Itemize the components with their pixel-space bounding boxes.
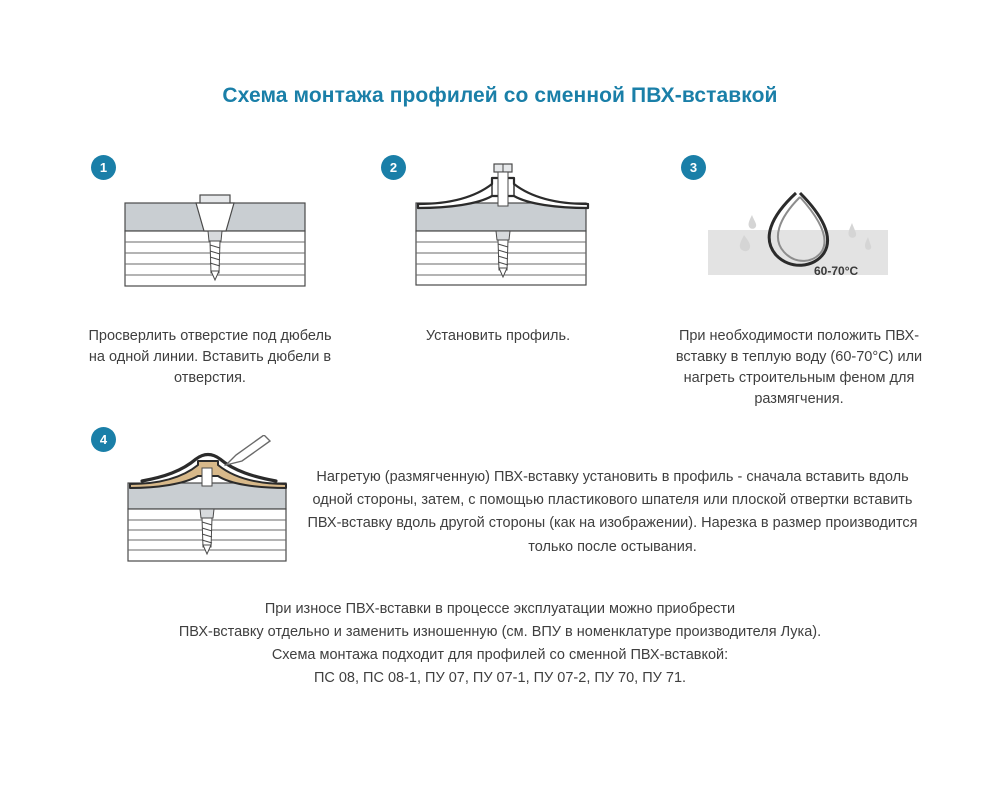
footer-line-3: Схема монтажа подходит для профилей со сменной ПВХ-вставкой: — [271, 647, 729, 663]
step-4-illustration — [118, 435, 308, 575]
footer-line-4: ПС 08, ПС 08-1, ПУ 07, ПУ 07-1, ПУ 07-2, ПУ 70, ПУ 71. — [313, 670, 687, 686]
step-1-illustration — [120, 185, 315, 300]
footer-line-2: ПВХ-вставку отдельно и заменить изношенную (см. ВПУ в номенклатуре производителя Лука). — [178, 624, 822, 640]
step-1-caption: Просверлить отверстие под дюбель на одной линии. Вставить дюбели в отверстия. — [88, 328, 332, 387]
step-badge-3: 3 — [681, 155, 706, 180]
page-title: Схема монтажа профилей со сменной ПВХ-вставкой — [222, 84, 778, 107]
footer-line-1: При износе ПВХ-вставки в процессе эксплуатации можно приобрести — [264, 601, 736, 617]
step-badge-2: 2 — [381, 155, 406, 180]
step-3-illustration — [700, 175, 900, 300]
step-badge-1: 1 — [91, 155, 116, 180]
step-4-caption: Нагретую (размягченную) ПВХ-вставку установить в профиль - сначала вставить вдоль одной стороны, затем, с помощью пластикового шпателя или плоской отвертки вставить ПВХ-вставку вдоль другой стороны (как на изображении). Нарезка в размер производится только после остывания. — [307, 469, 918, 555]
step-2-caption: Установить профиль. — [425, 328, 571, 344]
step-3-caption: При необходимости положить ПВХ-вставку в теплую воду (60-70°C) или нагреть строительным феном для размягчения. — [675, 328, 923, 408]
temperature-label: 60-70°C — [814, 264, 859, 278]
step-badge-4: 4 — [91, 427, 116, 452]
step-2-illustration — [408, 160, 598, 300]
